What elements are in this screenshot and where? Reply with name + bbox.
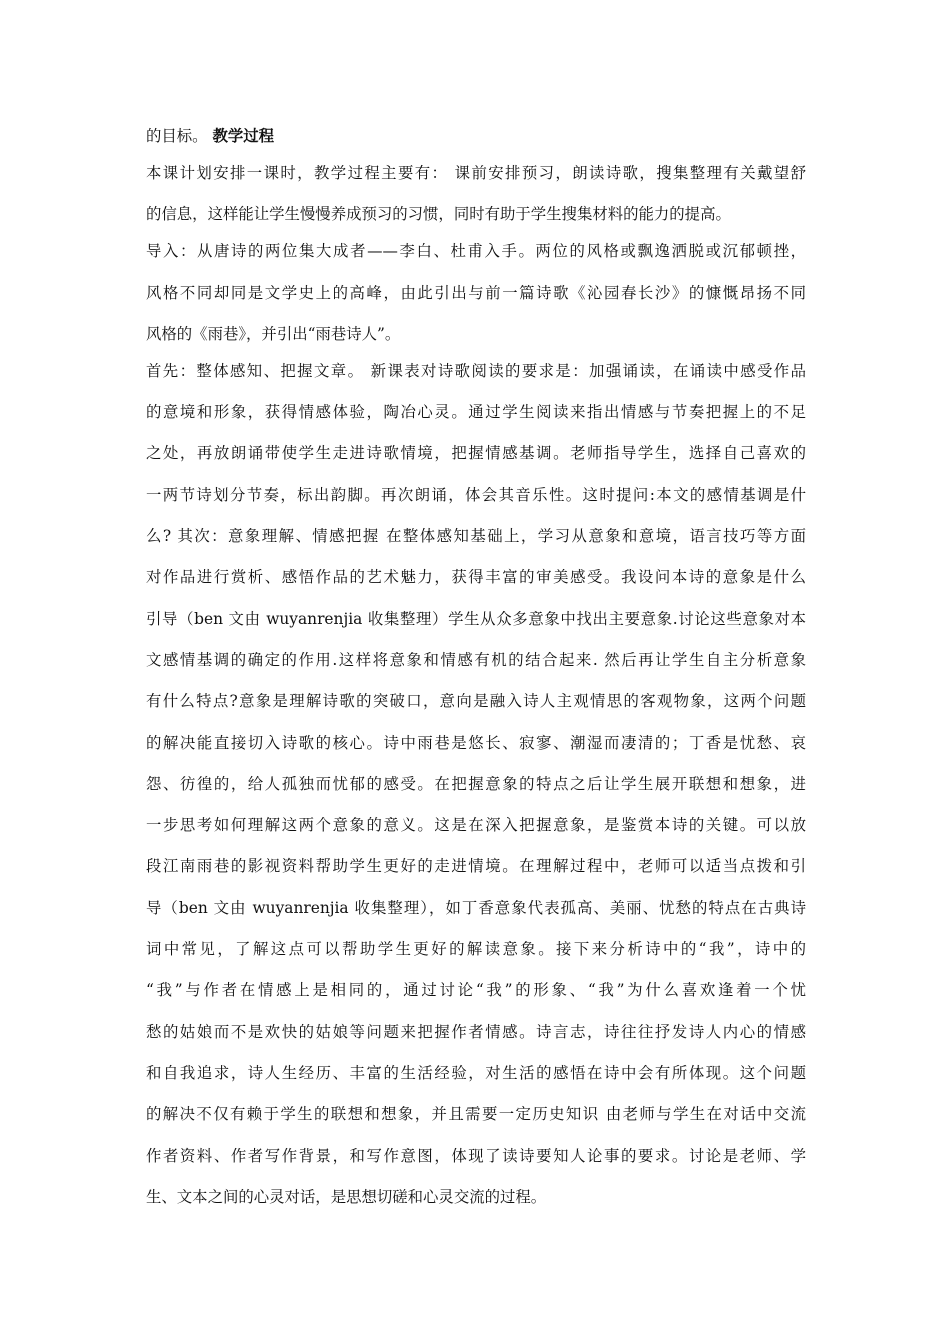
text-line: 么? 其次：意象理解、情感把握 在整体感知基础上，学习从意象和意境，语言技巧等方面 [146,527,806,546]
text-line: 有什么特点?意象是理解诗歌的突破口，意向是融入诗人主观情思的客观物象，这两个问题 [146,692,806,711]
intro-prefix: 的目标。 [146,127,213,145]
text-line: 的信息，这样能让学生慢慢养成预习的习惯，同时有助于学生搜集材料的能力的提高。 [146,205,731,224]
text-line: 引导（ben 文由 wuyanrenjia 收集整理）学生从众多意象中找出主要意象.讨论这些意象对本 [146,609,806,628]
text-line: 愁的姑娘而不是欢快的姑娘等问题来把握作者情感。诗言志，诗往往抒发诗人内心的情感 [146,1022,806,1041]
text-line: 怨、彷徨的，给人孤独而忧郁的感受。在把握意象的特点之后让学生展开联想和想象，进 [146,774,806,793]
text-line: 导（ben 文由 wuyanrenjia 收集整理），如丁香意象代表孤高、美丽、忧愁的特点在古典诗 [146,898,806,917]
text-line: 之处，再放朗诵带使学生走进诗歌情境，把握情感基调。老师指导学生，选择自己喜欢的 [146,444,806,463]
text-line: 风格的《雨巷》，并引出“雨巷诗人”。 [146,324,401,343]
text-line: 文感情基调的确定的作用.这样将意象和情感有机的结合起来. 然后再让学生自主分析意象 [146,650,806,669]
text-line: 和自我追求，诗人生经历、丰富的生活经验，对生活的感悟在诗中会有所体现。这个问题 [146,1063,806,1082]
text-line: 作者资料、作者写作背景，和写作意图，体现了读诗要知人论事的要求。讨论是老师、学 [146,1146,806,1165]
text-line: 的意境和形象，获得情感体验，陶冶心灵。通过学生阅读来指出情感与节奏把握上的不足 [146,403,806,422]
text-line: 词中常见，了解这点可以帮助学生更好的解读意象。接下来分析诗中的“我”，诗中的 [146,940,806,959]
text-line: 一步思考如何理解这两个意象的意义。这是在深入把握意象，是鉴赏本诗的关键。可以放 [146,816,806,835]
text-line: 导入：从唐诗的两位集大成者——李白、杜甫入手。两位的风格或飘逸洒脱或沉郁顿挫， [146,242,806,261]
text-line: 对作品进行赏析、感悟作品的艺术魅力，获得丰富的审美感受。我设问本诗的意象是什么 [146,568,806,587]
text-line: 的解决不仅有赖于学生的联想和想象，并且需要一定历史知识 由老师与学生在对话中交流 [146,1105,806,1124]
text-line: 风格不同却同是文学史上的高峰，由此引出与前一篇诗歌《沁园春长沙》的慷慨昂扬不同 [146,283,806,302]
text-line: 生、文本之间的心灵对话，是思想切磋和心灵交流的过程。 [146,1187,547,1206]
text-line: 首先：整体感知、把握文章。 新课表对诗歌阅读的要求是：加强诵读，在诵读中感受作品 [146,361,806,380]
text-line: 段江南雨巷的影视资料帮助学生更好的走进情境。在理解过程中，老师可以适当点拨和引 [146,857,806,876]
text-line: “我”与作者在情感上是相同的，通过讨论“我”的形象、“我”为什么喜欢逢着一个忧 [146,981,806,1000]
text-line: 一两节诗划分节奏，标出韵脚。再次朗诵，体会其音乐性。这时提问:本文的感情基调是什 [146,485,806,504]
text-line: 本课计划安排一课时，教学过程主要有： 课前安排预习，朗读诗歌，搜集整理有关戴望舒 [146,164,806,182]
intro-line [146,124,806,161]
text-line: 的解决能直接切入诗歌的核心。诗中雨巷是悠长、寂寥、潮湿而凄清的；丁香是忧愁、哀 [146,733,806,752]
section-heading: 教学过程 [212,127,275,145]
document-body [146,124,806,1226]
